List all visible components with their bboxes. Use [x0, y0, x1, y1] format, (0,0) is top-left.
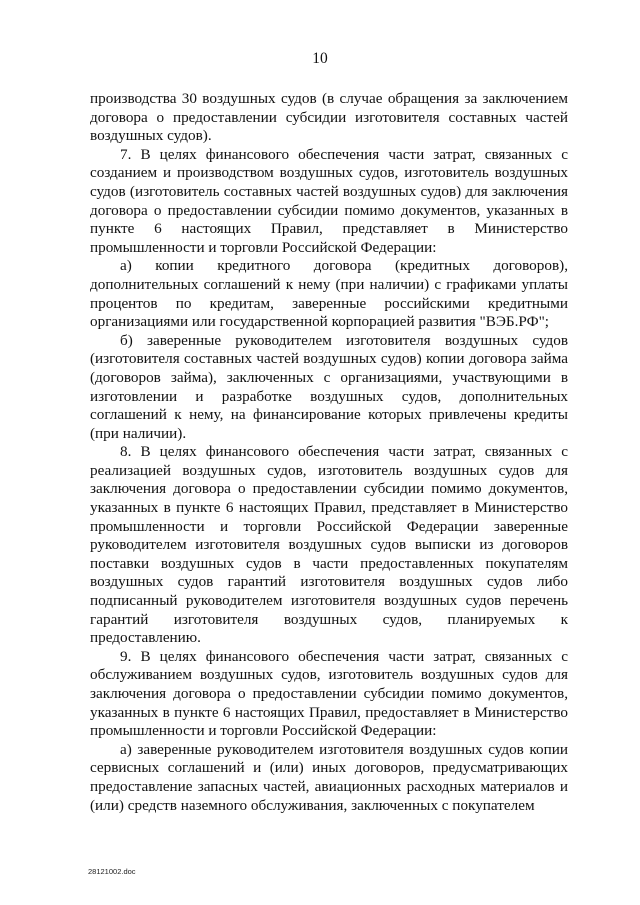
paragraph-clause-7: 7. В целях финансового обеспечения части затрат, связанных с созданием и производством воздушных судов, изготовитель воздушных судов (изготовитель составных частей воздушных судов) для заключения договора о предоставлении субсидии помимо документов, указанных в пункте 6 настоящих Правил, представляет в Министерство промышленности и торговли Российской Федерации:	[90, 145, 568, 256]
paragraph-continuation: производства 30 воздушных судов (в случае обращения за заключением договора о предоставлении субсидии изготовителя составных частей воздушных судов).	[90, 90, 568, 145]
paragraph-clause-8: 8. В целях финансового обеспечения части затрат, связанных с реализацией воздушных судов, изготовитель воздушных судов для заключения договора о предоставлении субсидии помимо документов, указанных в пункте 6 настоящих Правил, представляет в Министерство промышленности и торговли Российской Федерации заверенные руководителем изготовителя воздушных судов выписки из договоров поставки воздушных судов в части предоставленных покупателям воздушных судов гарантий изготовителя воздушных судов либо подписанный руководителем изготовителя воздушных судов перечень гарантий изготовителя воздушных судов, планируемых к предоставлению.	[90, 443, 568, 647]
paragraph-clause-7a: а) копии кредитного договора (кредитных договоров), дополнительных соглашений к нему (при наличии) с графиками уплаты процентов по кредитам, заверенные российскими кредитными организациями или государственной корпорацией развития "ВЭБ.РФ";	[90, 257, 568, 331]
paragraph-clause-9a: а) заверенные руководителем изготовителя воздушных судов копии сервисных соглашений и (или) иных договоров, предусматривающих предоставление запасных частей, авиационных расходных материалов и (или) средств наземного обслуживания, заключенных с покупателем	[90, 740, 568, 814]
document-body	[90, 90, 568, 815]
page-number: 10	[312, 50, 328, 67]
paragraph-clause-9: 9. В целях финансового обеспечения части затрат, связанных с обслуживанием воздушных судов, изготовитель воздушных судов для заключения договора о предоставлении субсидии помимо документов, указанных в пункте 6 настоящих Правил, предоставляет в Министерство промышленности и торговли Российской Федерации:	[90, 647, 568, 740]
paragraph-clause-7b: б) заверенные руководителем изготовителя воздушных судов (изготовителя составных частей воздушных судов) копии договора займа (договоров займа), заключенных с организациями, участвующими в изготовлении и разработке воздушных судов, дополнительных соглашений к нему, на финансирование которых привлечены кредиты (при наличии).	[90, 331, 568, 442]
footer-filename: 28121002.doc	[88, 867, 136, 876]
